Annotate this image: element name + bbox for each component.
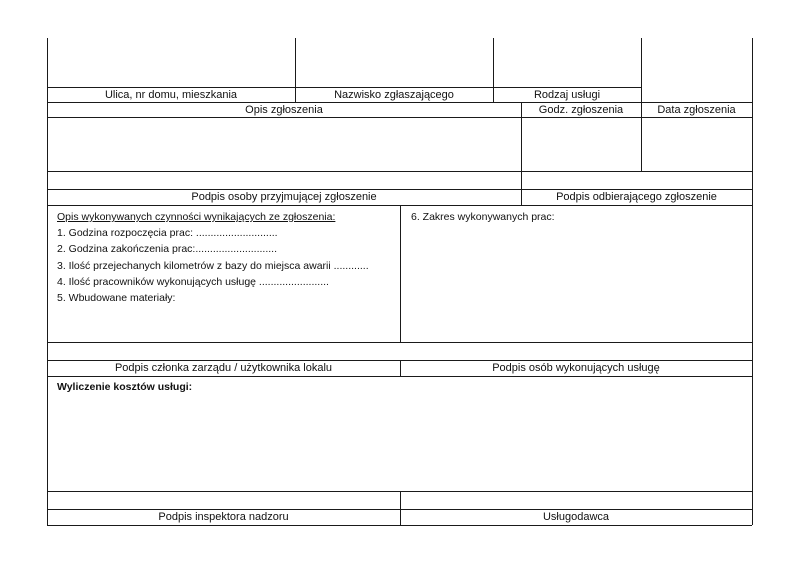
end-time-item: 2. Godzina zakończenia prac:............................ (57, 243, 278, 255)
materials-item: 5. Wbudowane materiały: (57, 292, 176, 304)
divider (47, 342, 752, 343)
divider (400, 205, 401, 342)
service-provider-label: Usługodawca (542, 511, 610, 523)
kilometers-item: 3. Ilość przejechanych kilometrów z bazy do miejsca awarii ............ (57, 260, 369, 272)
divider (47, 87, 641, 88)
divider (47, 525, 752, 526)
activities-heading: Opis wykonywanych czynności wynikających ze zgłoszenia: (57, 211, 336, 223)
report-time-label: Godz. zgłoszenia (538, 104, 624, 116)
pickup-signature-label: Podpis odbierającego zgłoszenie (556, 191, 717, 203)
report-time-field[interactable] (522, 118, 641, 171)
workers-signature-label: Podpis osób wykonujących usługę (492, 362, 660, 374)
inspector-signature-label: Podpis inspektora nadzoru (158, 511, 289, 523)
board-member-signature-label: Podpis członka zarządu / użytkownika lokalu (114, 362, 333, 374)
workers-count-item: 4. Ilość pracowników wykonujących usługę ........................ (57, 276, 329, 288)
divider (641, 38, 642, 102)
report-date-field[interactable] (642, 118, 752, 171)
reporter-name-label: Nazwisko zgłaszającego (334, 89, 454, 101)
start-time-item: 1. Godzina rozpoczęcia prac: ............................ (57, 227, 278, 239)
description-label: Opis zgłoszenia (245, 104, 323, 116)
divider (47, 171, 752, 172)
divider (47, 376, 752, 377)
cost-calculation-field[interactable] (48, 395, 752, 491)
service-type-label: Rodzaj usługi (533, 89, 601, 101)
divider (47, 189, 752, 190)
receiver-signature-label: Podpis osoby przyjmującej zgłoszenie (191, 191, 377, 203)
street-label: Ulica, nr domu, mieszkania (104, 89, 238, 101)
cost-calculation-heading: Wyliczenie kosztów usługi: (57, 381, 193, 393)
description-field[interactable] (48, 118, 521, 171)
divider (47, 509, 752, 510)
work-scope-label: 6. Zakres wykonywanych prac: (411, 211, 555, 223)
outer-right-border (752, 38, 753, 525)
divider (47, 102, 752, 103)
report-date-label: Data zgłoszenia (657, 104, 736, 116)
